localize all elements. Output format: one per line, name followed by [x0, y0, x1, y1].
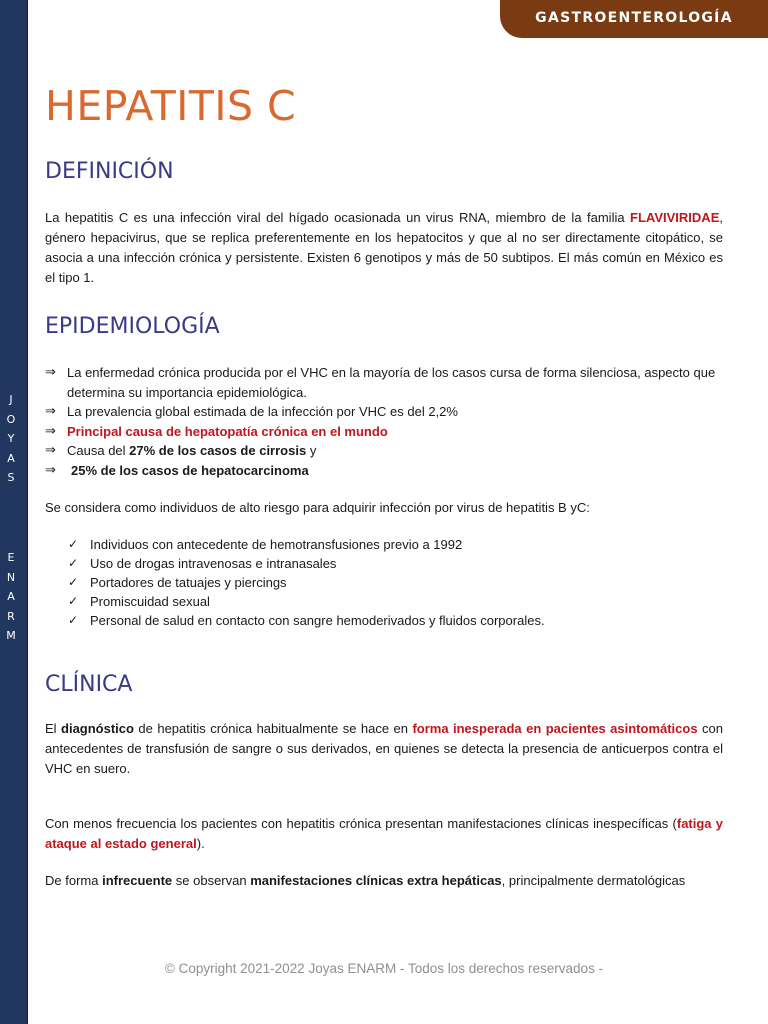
bold-span: infrecuente	[102, 873, 173, 888]
arrow-icon: ⇒	[45, 443, 56, 458]
sidebar-word-enarm	[0, 548, 22, 646]
sidebar-word-joyas	[0, 390, 22, 488]
text-span: ).	[196, 836, 205, 851]
arrow-icon: ⇒	[45, 404, 56, 419]
list-item	[45, 422, 735, 442]
item-text: Principal causa de hepatopatía crónica en el mundo	[67, 423, 388, 439]
clinica-paragraph-3	[45, 871, 723, 891]
text-span: Con menos frecuencia los pacientes con hepatitis crónica presentan manifestaciones clínicas inespecíficas (	[45, 816, 677, 831]
list-item	[45, 402, 735, 422]
sidebar-letter: J	[9, 393, 13, 406]
text-span: , género hepacivirus, que se replica preferentemente en los hepatocitos y que al no ser directamente citopático, se asocia a una infección crónica y persistente. Existen 6 genotipos y más de 50 subtipos. El más común en México es el tipo 1.	[45, 210, 723, 285]
sidebar-letter: O	[6, 412, 16, 426]
item-bold: 27% de los casos de cirrosis	[129, 443, 307, 458]
item-bold: 25% de los casos de hepatocarcinoma	[71, 462, 309, 478]
copyright-footer: © Copyright 2021-2022 Joyas ENARM - Todos los derechos reservados -	[164, 961, 604, 976]
check-icon: ✓	[68, 613, 79, 627]
sidebar-letter: A	[7, 451, 15, 465]
bold-span: diagnóstico	[61, 721, 134, 736]
check-icon: ✓	[68, 537, 79, 551]
item-text: Causa del	[67, 443, 130, 458]
heading-definicion: DEFINICIÓN	[45, 159, 174, 184]
item-text: Uso de drogas intravenosas e intranasales	[90, 556, 337, 571]
family-highlight: FLAVIVIRIDAE	[630, 210, 720, 225]
text-span: de hepatitis crónica habitualmente se hace en	[133, 721, 413, 736]
item-text: y	[306, 443, 317, 458]
risk-intro: Se considera como individuos de alto riesgo para adquirir infección por virus de hepatitis B yC:	[45, 500, 590, 515]
list-item	[68, 611, 758, 630]
risk-list	[68, 535, 758, 630]
highlight-span: fatiga y ataque al estado general	[45, 816, 723, 851]
bold-span: manifestaciones clínicas extra hepáticas	[250, 873, 502, 888]
list-item	[45, 461, 735, 481]
text-span: La hepatitis C es una infección viral del hígado ocasionada un virus RNA, miembro de la familia	[45, 210, 631, 225]
sidebar-letter: E	[7, 551, 15, 564]
sidebar-letter: N	[6, 570, 16, 584]
item-text: La prevalencia global estimada de la infección por VHC es del 2,2%	[67, 404, 458, 419]
sidebar-letter: R	[7, 609, 15, 623]
item-text: Portadores de tatuajes y piercings	[90, 575, 287, 590]
sidebar-letter: S	[7, 471, 15, 484]
arrow-icon: ⇒	[45, 462, 56, 478]
section-badge: GASTROENTEROLOGÍA	[500, 0, 768, 38]
arrow-icon: ⇒	[45, 423, 56, 439]
text-span: De forma	[45, 873, 103, 888]
highlight-span: forma inesperada en pacientes asintomáticos	[412, 721, 698, 736]
list-item	[45, 363, 735, 402]
item-text: Promiscuidad sexual	[90, 594, 210, 609]
side-bar	[0, 0, 28, 1024]
sidebar-letter: M	[6, 629, 16, 642]
list-item	[68, 535, 758, 554]
clinica-paragraph-2	[45, 814, 723, 854]
heading-clinica: CLÍNICA	[45, 672, 133, 697]
arrow-icon: ⇒	[45, 365, 56, 380]
epidemiologia-list	[45, 363, 735, 480]
page-title: HEPATITIS C	[45, 82, 297, 130]
text-span: , principalmente dermatológicas	[501, 873, 686, 888]
text-span: El	[45, 721, 62, 736]
text-span: con antecedentes de transfusión de sangre o sus derivados, en quienes se detecta la presencia de anticuerpos contra el VHC en suero.	[45, 721, 723, 776]
text-span: se observan	[172, 873, 251, 888]
list-item	[68, 573, 758, 592]
check-icon: ✓	[68, 575, 79, 589]
heading-epidemiologia: EPIDEMIOLOGÍA	[45, 314, 220, 339]
list-item	[68, 554, 758, 573]
list-item	[68, 592, 758, 611]
clinica-paragraph-1	[45, 719, 723, 779]
definicion-paragraph	[45, 208, 723, 288]
item-text: Individuos con antecedente de hemotransfusiones previo a 1992	[90, 537, 463, 552]
item-text: Personal de salud en contacto con sangre hemoderivados y fluidos corporales.	[90, 613, 545, 628]
check-icon: ✓	[68, 594, 79, 608]
check-icon: ✓	[68, 556, 79, 570]
item-text: La enfermedad crónica producida por el VHC en la mayoría de los casos cursa de forma silenciosa, aspecto que determina su importancia epidemiológica.	[67, 365, 716, 400]
sidebar-letter: A	[7, 590, 15, 603]
list-item	[45, 441, 735, 461]
sidebar-letter: Y	[7, 432, 15, 445]
